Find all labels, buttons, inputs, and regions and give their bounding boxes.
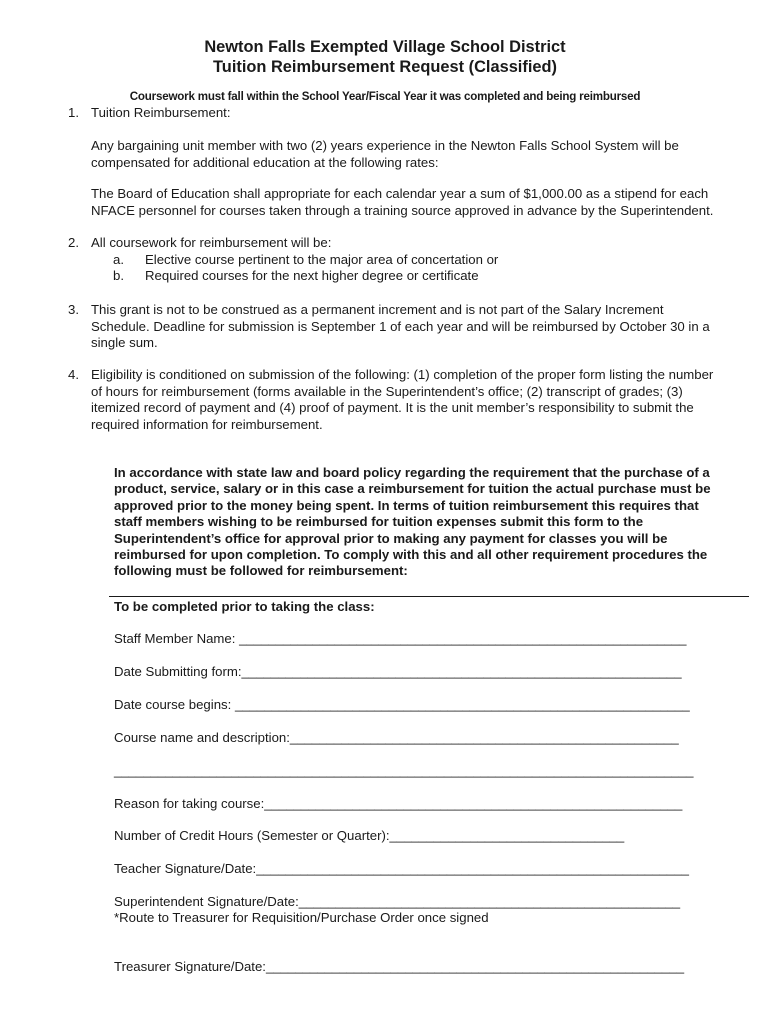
policy-line: product, service, salary or in this case a reimbursement for tuition the actual purchase must be <box>114 481 711 497</box>
item-number: 3. <box>68 302 79 317</box>
form-section-heading: To be completed prior to taking the class: <box>114 599 375 614</box>
policy-line: In accordance with state law and board policy regarding the requirement that the purchase of a <box>114 465 710 480</box>
subitem-text: Required courses for the next higher degree or certificate <box>145 268 479 283</box>
policy-line: Superintendent’s office for approval prior to making any payment for classes you will be <box>114 530 668 546</box>
item-paragraph <box>91 302 741 352</box>
paragraph-line: itemized record of payment and (4) proof of payment. It is the unit member’s responsibility to submit the <box>91 400 694 415</box>
policy-line: staff members wishing to be reimbursed for tuition expenses submit this form to the <box>114 514 644 530</box>
treasurer-signature-field[interactable]: Treasurer Signature/Date:_________________________________________________________ <box>114 959 685 974</box>
paragraph-line: Any bargaining unit member with two (2) years experience in the Newton Falls School System will be <box>91 138 679 153</box>
document-title-line2: Tuition Reimbursement Request (Classified) <box>213 58 557 76</box>
item-paragraph <box>91 367 741 433</box>
item-paragraph <box>91 138 741 171</box>
policy-line: reimbursed for upon completion. To comply with this and all other requirement procedures the <box>114 547 708 563</box>
paragraph-line: Schedule. Deadline for submission is September 1 of each year and will be reimbursed by October 30 in a <box>91 318 710 334</box>
policy-line: following must be followed for reimbursement: <box>114 563 408 579</box>
paragraph-line: The Board of Education shall appropriate for each calendar year a sum of $1,000.00 as a stipend for each <box>91 186 709 201</box>
policy-line: approved prior to the money being spent. In terms of tuition reimbursement this requires that <box>114 497 699 513</box>
document-subtitle: Coursework must fall within the School Year/Fiscal Year it was completed and being reimbursed <box>129 90 641 103</box>
policy-statement <box>114 465 754 580</box>
date-course-begins-field[interactable]: Date course begins: ______________________________________________________________ <box>114 697 690 712</box>
item-number: 2. <box>68 235 79 250</box>
superintendent-signature-field[interactable]: Superintendent Signature/Date:____________________________________________________ <box>114 894 681 909</box>
section-divider <box>109 596 749 597</box>
staff-member-name-field[interactable]: Staff Member Name: _____________________________________________________________ <box>114 631 687 646</box>
subitem-letter: b. <box>113 268 124 283</box>
paragraph-line: NFACE personnel for courses taken through a training source approved in advance by the Superintendent. <box>91 202 714 218</box>
paragraph-line: single sum. <box>91 335 158 350</box>
document-title-line1: Newton Falls Exempted Village School District <box>204 38 566 56</box>
subitem-letter: a. <box>113 252 124 267</box>
credit-hours-field[interactable]: Number of Credit Hours (Semester or Quarter):________________________________ <box>114 828 625 843</box>
paragraph-line: Eligibility is conditioned on submission of the following: (1) completion of the proper form listing the number <box>91 367 714 382</box>
date-submitting-field[interactable]: Date Submitting form:____________________________________________________________ <box>114 664 682 679</box>
item-heading: Tuition Reimbursement: <box>91 105 231 120</box>
item-number: 4. <box>68 367 79 382</box>
item-heading: All coursework for reimbursement will be: <box>91 235 332 250</box>
paragraph-line: compensated for additional education at the following rates: <box>91 154 439 170</box>
paragraph-line: required information for reimbursement. <box>91 416 323 432</box>
route-note: *Route to Treasurer for Requisition/Purchase Order once signed <box>114 910 489 925</box>
item-paragraph <box>91 186 741 219</box>
teacher-signature-field[interactable]: Teacher Signature/Date:___________________________________________________________ <box>114 861 689 876</box>
paragraph-line: This grant is not to be construed as a permanent increment and is not part of the Salary Increment <box>91 302 664 317</box>
course-name-field-line2[interactable]: _______________________________________________________________________________ <box>114 763 694 778</box>
subitem-text: Elective course pertinent to the major area of concertation or <box>145 252 499 267</box>
course-name-field[interactable]: Course name and description:_____________________________________________________ <box>114 730 679 745</box>
item-number: 1. <box>68 105 79 120</box>
paragraph-line: of hours for reimbursement (forms available in the Superintendent’s office; (2) transcript of grades; (3) <box>91 383 683 399</box>
reason-field[interactable]: Reason for taking course:_________________________________________________________ <box>114 796 683 811</box>
